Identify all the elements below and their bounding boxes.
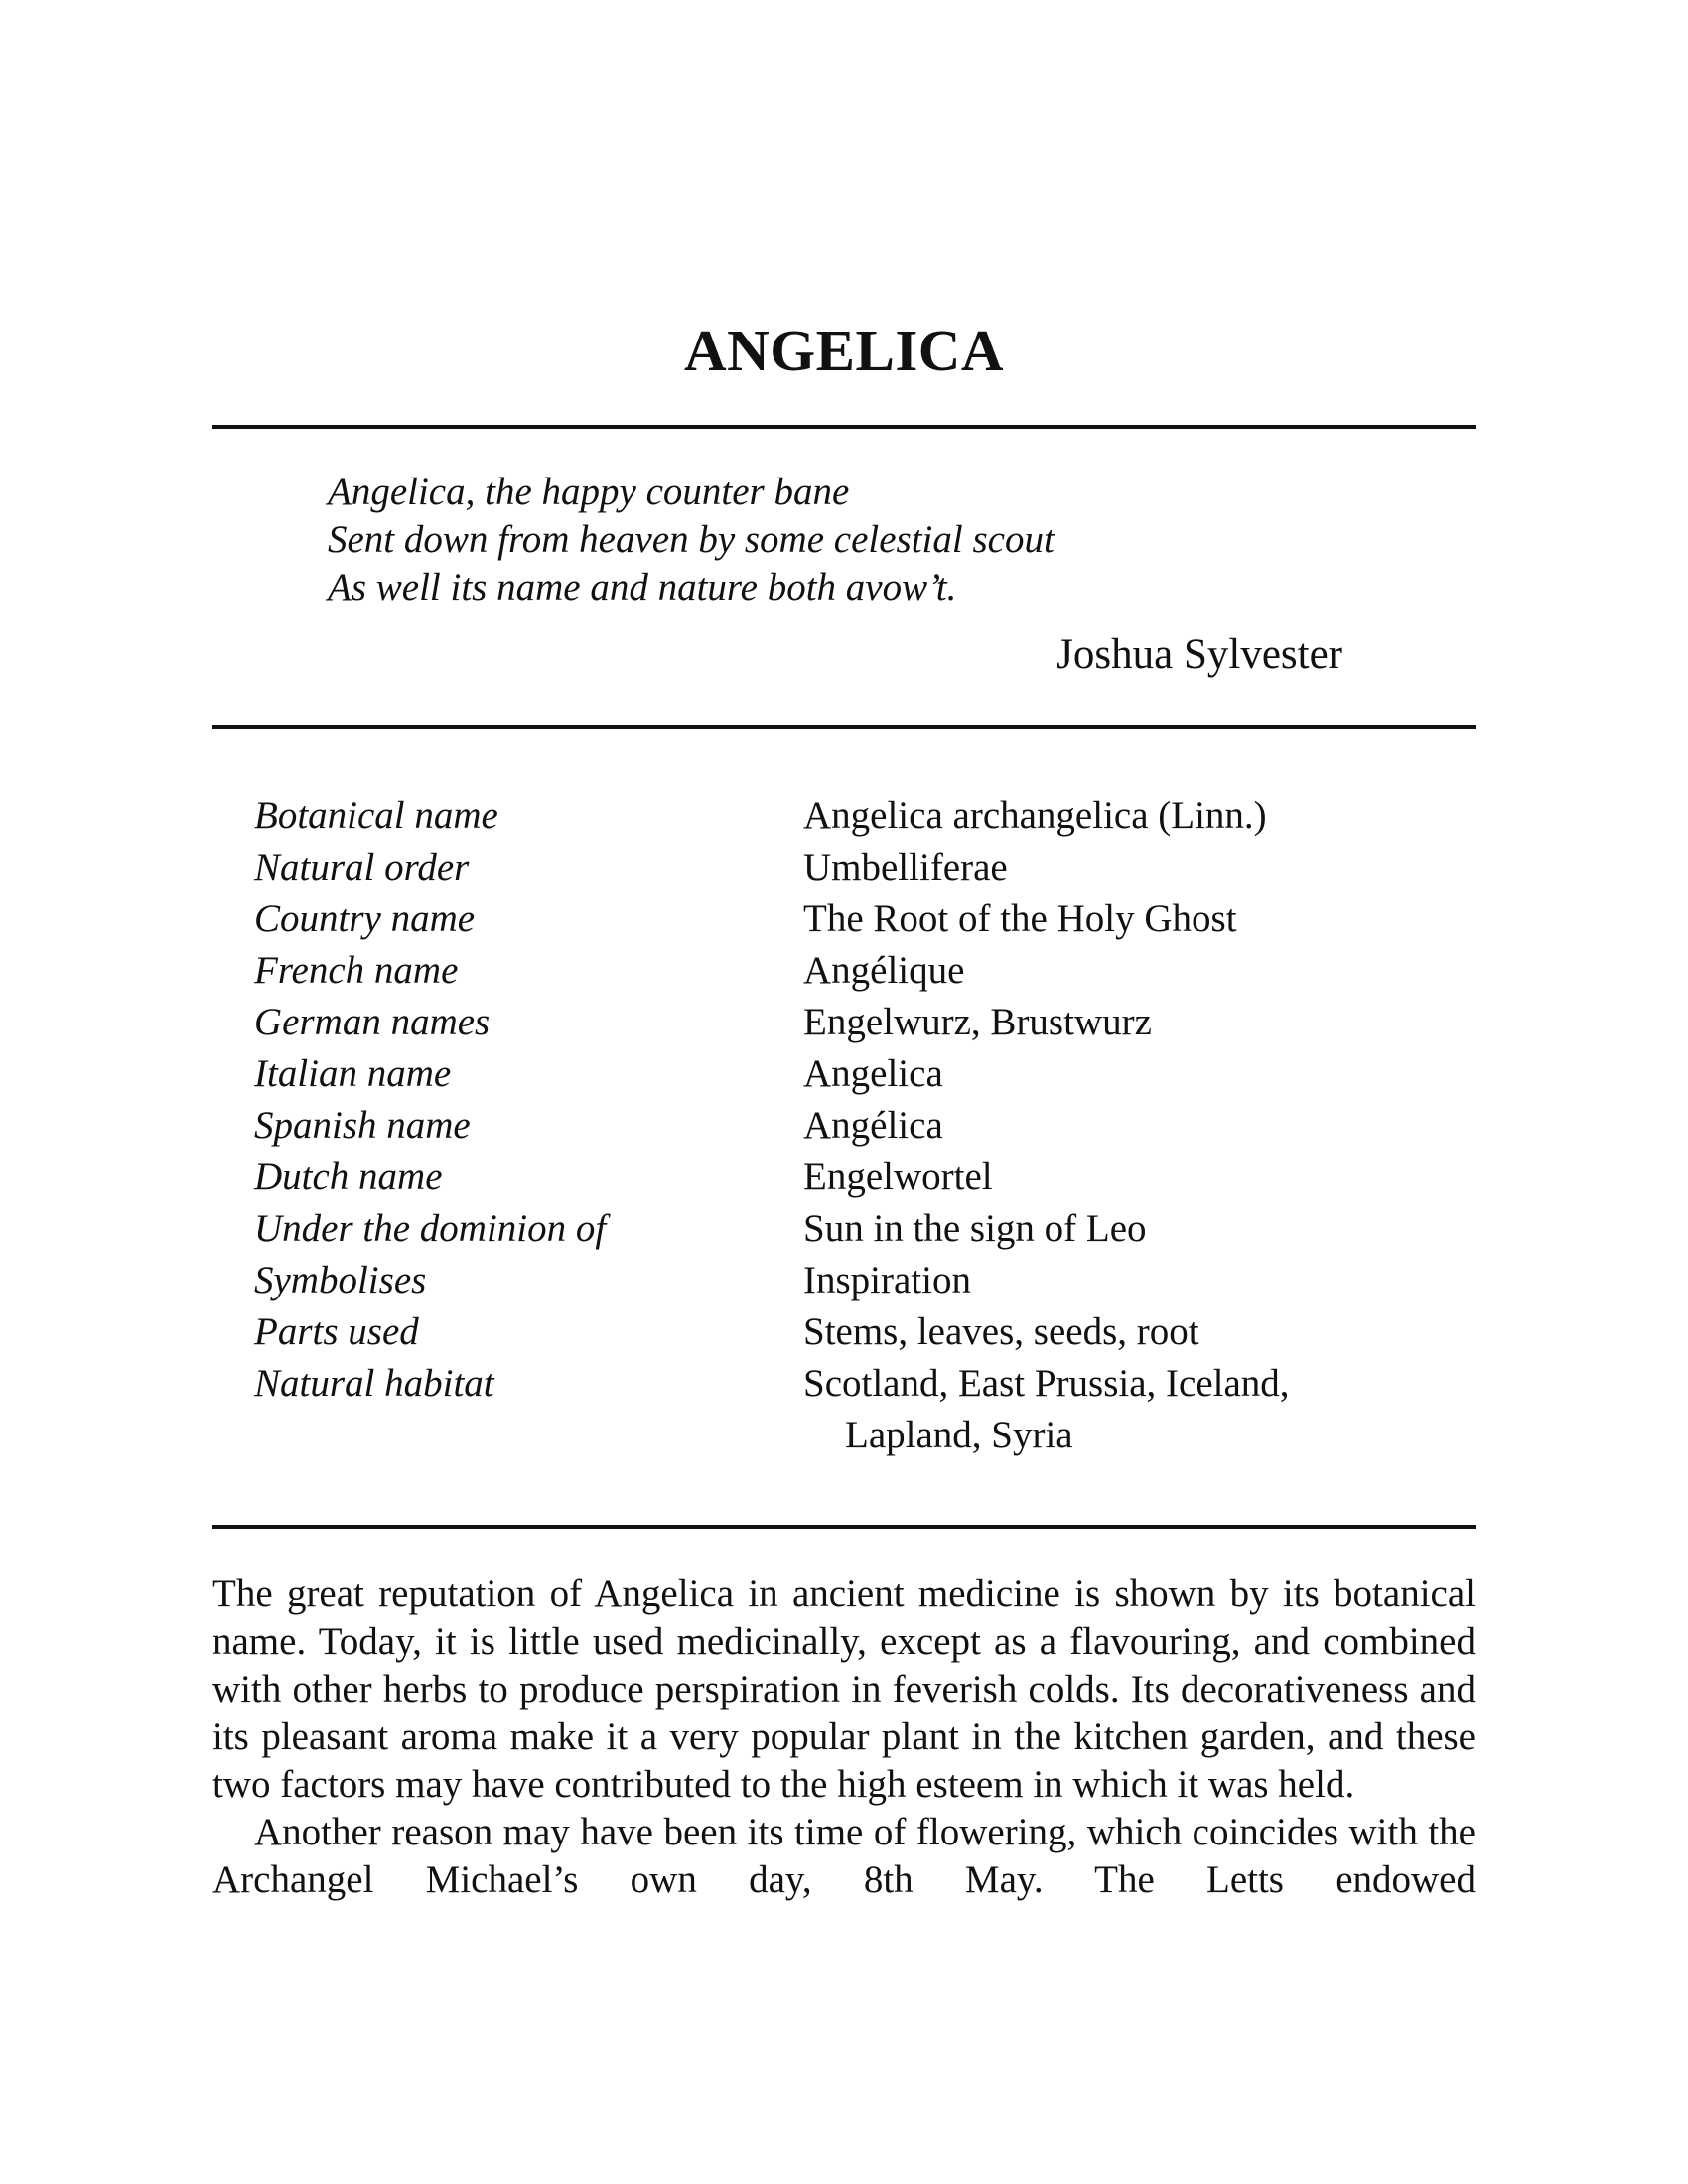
- fact-value: Stems, leaves, seeds, root: [803, 1310, 1199, 1353]
- fact-row: [254, 1203, 1446, 1255]
- fact-label: German names: [254, 1001, 491, 1043]
- fact-label: Italian name: [254, 1052, 452, 1095]
- fact-value: Angélique: [803, 949, 965, 992]
- epigraph: [328, 469, 1420, 612]
- epigraph-attribution: Joshua Sylvester: [1056, 631, 1342, 678]
- fact-label: Spanish name: [254, 1104, 471, 1147]
- fact-value-continuation: Lapland, Syria: [845, 1414, 1073, 1456]
- fact-label: Symbolises: [254, 1259, 427, 1301]
- fact-value: Sun in the sign of Leo: [803, 1207, 1147, 1250]
- fact-value: Engelwurz, Brustwurz: [803, 1001, 1152, 1043]
- fact-label: Country name: [254, 897, 476, 940]
- page-title: ANGELICA: [684, 318, 1004, 383]
- fact-label: Under the dominion of: [254, 1207, 607, 1250]
- plant-facts-list: [254, 790, 1446, 1461]
- fact-value: Angelica archangelica (Linn.): [803, 794, 1267, 837]
- fact-row: [254, 790, 1446, 842]
- fact-label: Parts used: [254, 1310, 419, 1353]
- fact-value: Inspiration: [803, 1259, 971, 1301]
- epigraph-line: Sent down from heaven by some celestial scout: [328, 518, 1055, 561]
- fact-row: [254, 1100, 1446, 1152]
- fact-value: Angelica: [803, 1052, 943, 1095]
- fact-value: Angélica: [803, 1104, 943, 1147]
- fact-row: [254, 1152, 1446, 1203]
- fact-value: Engelwortel: [803, 1156, 993, 1198]
- body-paragraph: The great reputation of Angelica in ancient medicine is shown by its botanical name. Today, it is little used medicinally, except as a flavouring, and combined with other herbs to produce perspiration in feverish colds. Its decorativeness and its pleasant aroma make it a very popular plant in the kitchen garden, and these two factors may have contributed to the high esteem in which it was held.: [212, 1572, 1476, 1806]
- fact-label: Botanical name: [254, 794, 498, 837]
- fact-row: [254, 1358, 1446, 1461]
- fact-row: [254, 997, 1446, 1048]
- fact-row: [254, 945, 1446, 997]
- fact-label: Natural habitat: [254, 1362, 494, 1405]
- fact-value-multiline: [803, 1358, 1446, 1461]
- body-text: [212, 1570, 1476, 1904]
- fact-value: Umbelliferae: [803, 846, 1008, 888]
- epigraph-line: Angelica, the happy counter bane: [328, 471, 850, 513]
- fact-label: Natural order: [254, 846, 470, 888]
- book-page: [212, 0, 1476, 2184]
- fact-label: Dutch name: [254, 1156, 443, 1198]
- fact-row: [254, 1048, 1446, 1100]
- bottom-divider: [212, 1525, 1476, 1529]
- fact-value: Scotland, East Prussia, Iceland,: [803, 1362, 1290, 1405]
- fact-row: [254, 842, 1446, 893]
- fact-label: French name: [254, 949, 459, 992]
- middle-divider: [212, 725, 1476, 729]
- fact-value: The Root of the Holy Ghost: [803, 897, 1237, 940]
- fact-row: [254, 893, 1446, 945]
- body-paragraph: Another reason may have been its time of flowering, which coincides with the Archangel Michael’s own day, 8th May. The Letts endowed: [212, 1811, 1476, 1901]
- epigraph-line: As well its name and nature both avow’t.: [328, 566, 957, 609]
- fact-row: [254, 1255, 1446, 1306]
- fact-row: [254, 1306, 1446, 1358]
- top-divider: [212, 425, 1476, 429]
